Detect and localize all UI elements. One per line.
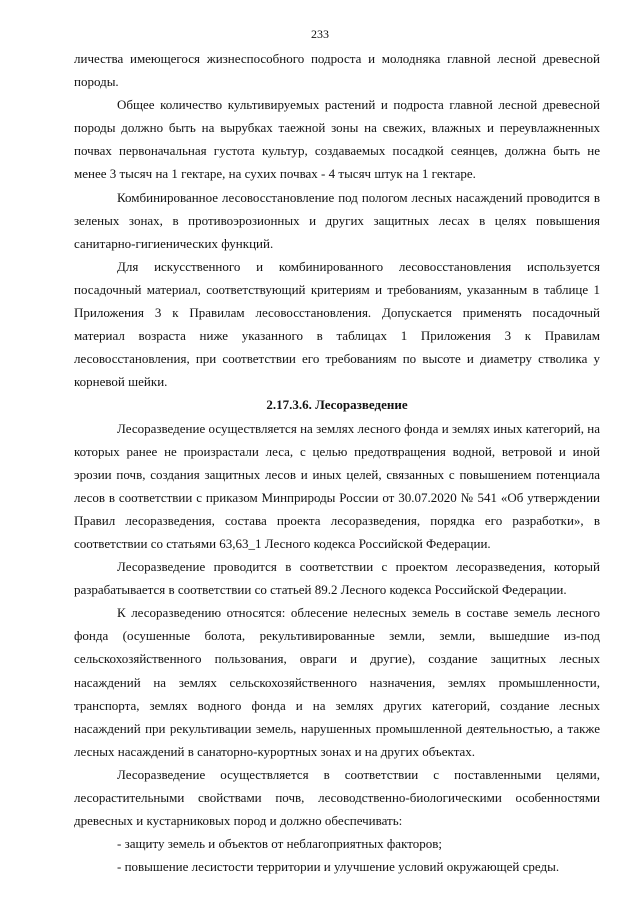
paragraph: К лесоразведению относятся: облесение нелесных земель в составе земель лесного фонда (осушенные болота, рекультивированные земли, земли, вышедшие из-под сельскохозяйственного пользования, овраги и другие), создание защитных лесных насаждений на землях сельскохозяйственного назначения, землях промышленности, транспорта, землях водного фонда и на землях других категорий, создание лесных насаждений при рекультивации земель, нарушенных промышленной деятельностью, а также лесных насаждений в санаторно-курортных зонах и на других объектах. — [74, 605, 600, 759]
section-heading: 2.17.3.6. Лесоразведение — [266, 397, 408, 413]
paragraph: Комбинированное лесовосстановление под пологом лесных насаждений проводится в зеленых зонах, в противоэрозионных и других защитных лесах в целях повышения санитарно-гигиенических функций. — [74, 189, 600, 251]
paragraph: Лесоразведение проводится в соответствии с проектом лесоразведения, который разрабатывается в соответствии со статьей 89.2 Лесного кодекса Российской Федерации. — [74, 559, 600, 598]
paragraph: Для искусственного и комбинированного лесовосстановления используется посадочный материал, соответствующий критериям и требованиям, указанным в таблице 1 Приложения 3 к Правилам лесовосстановления. Допускается применять посадочный материал возраста ниже указанного в таблицах 1 Приложения 3 к Правилам лесовосстановления, при соответствии его требованиям по высоте и диаметру стволика у корневой шейки. — [74, 258, 600, 390]
list-item: - повышение лесистости территории и улучшение условий окружающей среды. — [117, 859, 560, 875]
paragraph: Общее количество культивируемых растений и подроста главной лесной древесной породы должно быть на вырубках таежной зоны на свежих, влажных и переувлажненных почвах первоначальная густота культур, создаваемых посадкой сеянцев, должна быть не менее 3 тысяч на 1 гектаре, на сухих почвах - 4 тысяч штук на 1 гектаре. — [74, 97, 600, 182]
paragraph: личества имеющегося жизнеспособного подроста и молодняка главной лесной древесной породы. — [74, 51, 600, 90]
paragraph: Лесоразведение осуществляется в соответствии с поставленными целями, лесорастительными свойствами почв, лесоводственно-биологическими особенностями древесных и кустарниковых пород и должно обеспечивать: — [74, 766, 600, 829]
page-number: 233 — [311, 27, 329, 41]
document-body — [74, 47, 600, 878]
paragraph: Лесоразведение осуществляется на землях лесного фонда и землях иных категорий, на которых ранее не произрастали леса, с целью предотвращения водной, ветровой и иной эрозии почв, создания защитных лесов и иных целей, связанных с повышением потенциала лесов в соответствии с приказом Минприроды России от 30.07.2020 № 541 «Об утверждении Правил лесоразведения, состава проекта лесоразведения, порядка его разработки», в соответствии со статьями 63,63_1 Лесного кодекса Российской Федерации. — [74, 420, 600, 551]
list-item: - защиту земель и объектов от неблагоприятных факторов; — [117, 836, 442, 852]
